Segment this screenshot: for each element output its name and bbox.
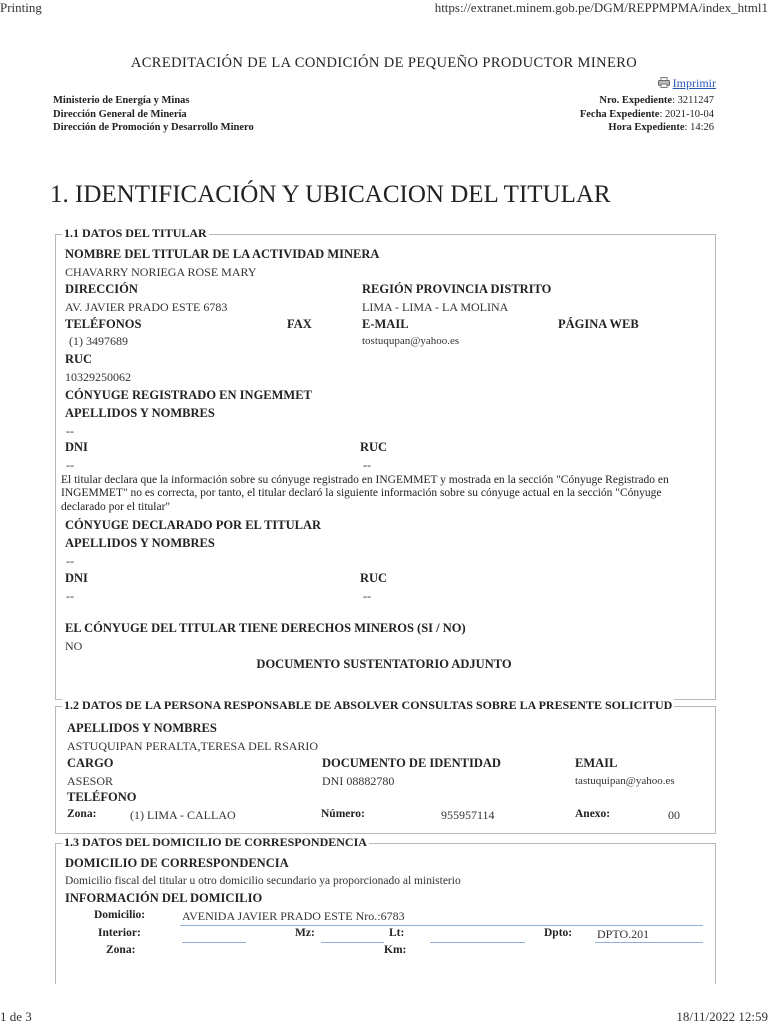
dpto-underline	[595, 942, 703, 943]
derechos-mineros-value: NO	[65, 639, 83, 653]
mz-field	[321, 942, 384, 943]
conyuge-declarado-label: CÓNYUGE DECLARADO POR EL TITULAR	[65, 518, 322, 532]
print-link-label[interactable]: Imprimir	[672, 76, 716, 90]
cargo-label: CARGO	[67, 756, 114, 770]
ruc-conyuge-label: RUC	[360, 440, 388, 454]
zona-value: (1) LIMA - CALLAO	[130, 808, 236, 822]
responsable-email-value: tastuquipan@yahoo.es	[575, 775, 675, 787]
zona-domicilio-label: Zona:	[106, 944, 136, 956]
interior-label: Interior:	[98, 927, 141, 939]
derechos-mineros-label: EL CÓNYUGE DEL TITULAR TIENE DERECHOS MINEROS (SI / NO)	[65, 621, 466, 635]
lt-field	[430, 942, 525, 943]
documento-identidad-value: DNI 08882780	[322, 774, 395, 788]
ruc-value: 10329250062	[65, 370, 131, 384]
hora-expediente: : 14:26	[684, 122, 714, 133]
fax-label: FAX	[287, 317, 312, 331]
legend-datos-titular: 1.1 DATOS DEL TITULAR	[64, 226, 207, 240]
telefonos-label: TELÉFONOS	[65, 317, 142, 331]
nro-expediente: : 3211247	[672, 95, 714, 106]
document-title: ACREDITACIÓN DE LA CONDICIÓN DE PEQUEÑO PRODUCTOR MINERO	[130, 55, 638, 71]
legend-domicilio: 1.3 DATOS DEL DOMICILIO DE CORRESPONDENCIA	[64, 835, 367, 849]
telefono-label: TELÉFONO	[67, 790, 137, 804]
mz-label: Mz:	[295, 927, 315, 939]
dni-2-label: DNI	[65, 571, 88, 585]
lt-label: Lt:	[389, 927, 405, 939]
dpto-value: DPTO.201	[597, 927, 650, 941]
numero-value: 955957114	[441, 808, 495, 822]
pagina-web-label: PÁGINA WEB	[558, 317, 639, 331]
zona-label: Zona:	[67, 808, 97, 820]
dni-value: --	[66, 458, 74, 472]
domicilio-underline	[180, 925, 703, 926]
km-label: Km:	[384, 944, 407, 956]
expediente-info	[580, 94, 714, 135]
telefonos-value: (1) 3497689	[69, 334, 128, 348]
direccion-label: DIRECCIÓN	[65, 282, 138, 296]
nombre-titular-value: CHAVARRY NORIEGA ROSE MARY	[65, 265, 257, 279]
apellidos-nombres-2-label: APELLIDOS Y NOMBRES	[65, 536, 215, 550]
fecha-expediente-label: Fecha Expediente	[579, 108, 660, 120]
nro-expediente-label: Nro. Expediente	[599, 95, 673, 106]
anexo-value: 00	[668, 808, 680, 822]
domicilio-descripcion: Domicilio fiscal del titular u otro domicilio secundario ya proporcionado al ministerio	[65, 875, 461, 887]
apellidos-nombres-label: APELLIDOS Y NOMBRES	[65, 406, 215, 420]
declaracion-text: El titular declara que la información sobre su cónyuge registrado en INGEMMET y mostrada en la sección "Cónyuge Registrado en INGEMMET" no es correcta, por tanto, el titular declaró la siguiente información sobre su cónyuge actual en la sección "Cónyuge declarado por el titular"	[61, 474, 669, 513]
email-value: tostuqupan@yahoo.es	[362, 335, 460, 347]
interior-field	[182, 942, 246, 943]
region-label: REGIÓN PROVINCIA DISTRITO	[362, 282, 552, 296]
region-value: LIMA - LIMA - LA MOLINA	[362, 300, 509, 314]
legend-responsable: 1.2 DATOS DE LA PERSONA RESPONSABLE DE ABSOLVER CONSULTAS SOBRE LA PRESENTE SOLICITUD	[64, 698, 673, 712]
page-number: 1 de 3	[0, 1009, 32, 1024]
documento-sustentatorio: DOCUMENTO SUSTENTATORIO ADJUNTO	[256, 657, 512, 671]
anexo-label: Anexo:	[575, 808, 611, 820]
domicilio-value: AVENIDA JAVIER PRADO ESTE Nro.:6783	[182, 909, 405, 923]
print-header-url: https://extranet.minem.gob.pe/DGM/REPPMPMA/index_html1	[434, 0, 768, 15]
dpto-label: Dpto:	[544, 927, 573, 939]
documento-identidad-label: DOCUMENTO DE IDENTIDAD	[322, 756, 501, 770]
conyuge-registrado-label: CÓNYUGE REGISTRADO EN INGEMMET	[65, 388, 312, 402]
direccion-value: AV. JAVIER PRADO ESTE 6783	[65, 300, 228, 314]
section-title: 1. IDENTIFICACIÓN Y UBICACION DEL TITULAR	[50, 181, 611, 208]
ruc-conyuge-value: --	[363, 458, 371, 472]
dni-label: DNI	[65, 440, 88, 454]
print-datetime: 18/11/2022 12:59	[676, 1009, 768, 1024]
responsable-email-label: EMAIL	[575, 756, 618, 770]
domicilio-correspondencia-label: DOMICILIO DE CORRESPONDENCIA	[65, 856, 289, 870]
print-header-left: Printing	[0, 0, 42, 15]
nombre-titular-label: NOMBRE DEL TITULAR DE LA ACTIVIDAD MINERA	[65, 247, 380, 261]
org-line-3: Dirección de Promoción y Desarrollo Minero	[53, 122, 254, 133]
printer-icon	[658, 77, 670, 92]
fecha-expediente: : 2021-10-04	[659, 108, 714, 120]
ruc-3-label: RUC	[360, 571, 388, 585]
org-line-2: Dirección General de Minería	[53, 108, 187, 120]
cargo-value: ASESOR	[67, 774, 114, 788]
responsable-apellidos-value: ASTUQUIPAN PERALTA,TERESA DEL RSARIO	[67, 739, 319, 753]
print-link[interactable]	[658, 76, 716, 92]
ruc-3-value: --	[363, 589, 371, 603]
org-info	[53, 94, 254, 135]
org-line-1: Ministerio de Energía y Minas	[53, 95, 190, 106]
hora-expediente-label: Hora Expediente	[608, 122, 685, 133]
dni-2-value: --	[66, 589, 74, 603]
responsable-apellidos-label: APELLIDOS Y NOMBRES	[67, 721, 217, 735]
apellidos-nombres-2-value: --	[66, 554, 74, 568]
informacion-domicilio-label: INFORMACIÓN DEL DOMICILIO	[65, 891, 263, 905]
email-label: E-MAIL	[362, 317, 409, 331]
domicilio-label: Domicilio:	[94, 909, 146, 921]
ruc-label: RUC	[65, 352, 93, 366]
apellidos-nombres-value: --	[66, 424, 74, 438]
numero-label: Número:	[321, 808, 365, 820]
